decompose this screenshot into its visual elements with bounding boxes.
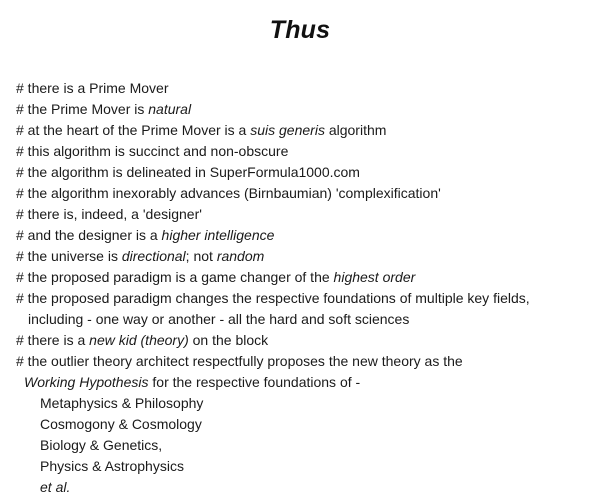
line-text: # the algorithm inexorably advances (Birnbaumian) 'complexification' bbox=[16, 185, 441, 201]
field-item bbox=[16, 414, 594, 435]
line-text: Physics & Astrophysics bbox=[40, 458, 184, 474]
line-emphasis: directional bbox=[121, 248, 186, 264]
statement-line bbox=[16, 204, 594, 225]
line-text: for the respective foundations of - bbox=[148, 374, 361, 390]
line-text: Cosmogony & Cosmology bbox=[40, 416, 202, 432]
line-text: algorithm bbox=[324, 122, 387, 138]
line-emphasis: random bbox=[216, 248, 265, 264]
statement-line bbox=[16, 267, 594, 288]
statement-line bbox=[16, 351, 594, 372]
statement-line-continued bbox=[16, 309, 594, 330]
statement-line bbox=[16, 141, 594, 162]
statement-line-continued bbox=[16, 372, 594, 393]
line-text: # the proposed paradigm is a game changer of the bbox=[16, 269, 334, 285]
line-text: ; not bbox=[185, 248, 217, 264]
statement-list bbox=[16, 78, 594, 498]
line-text: # at the heart of the Prime Mover is a bbox=[16, 122, 251, 138]
statement-line bbox=[16, 120, 594, 141]
line-text: # there is, indeed, a 'designer' bbox=[16, 206, 202, 222]
field-item bbox=[16, 456, 594, 477]
statement-line bbox=[16, 183, 594, 204]
line-text: # there is a bbox=[16, 332, 90, 348]
line-text: # the Prime Mover is bbox=[16, 101, 149, 117]
statement-line bbox=[16, 99, 594, 120]
statement-line bbox=[16, 246, 594, 267]
page-title: Thus bbox=[269, 16, 331, 44]
line-text: # the algorithm is delineated in SuperFormula1000.com bbox=[16, 164, 360, 180]
line-text: # this algorithm is succinct and non-obscure bbox=[16, 143, 289, 159]
statement-line bbox=[16, 78, 594, 99]
line-text: # there is a Prime Mover bbox=[16, 80, 169, 96]
statement-line bbox=[16, 330, 594, 351]
line-text: on the block bbox=[188, 332, 269, 348]
line-emphasis: higher intelligence bbox=[161, 227, 275, 243]
line-emphasis: suis generis bbox=[250, 122, 325, 138]
line-text: Metaphysics & Philosophy bbox=[40, 395, 204, 411]
statement-line bbox=[16, 288, 594, 309]
line-text: # and the designer is a bbox=[16, 227, 162, 243]
line-emphasis: highest order bbox=[333, 269, 416, 285]
field-item bbox=[16, 435, 594, 456]
line-text: # the outlier theory architect respectfully proposes the new theory as the bbox=[16, 353, 463, 369]
statement-line bbox=[16, 162, 594, 183]
line-text: Biology & Genetics, bbox=[40, 437, 163, 453]
statement-line bbox=[16, 225, 594, 246]
line-emphasis: et al. bbox=[40, 479, 71, 495]
line-text: including - one way or another - all the hard and soft sciences bbox=[28, 311, 410, 327]
line-emphasis: natural bbox=[148, 101, 192, 117]
line-emphasis: Working Hypothesis bbox=[24, 374, 149, 390]
field-item bbox=[16, 393, 594, 414]
line-emphasis: new kid (theory) bbox=[89, 332, 189, 348]
line-text: # the universe is bbox=[16, 248, 122, 264]
line-text: # the proposed paradigm changes the respective foundations of multiple key fields, bbox=[16, 290, 530, 306]
